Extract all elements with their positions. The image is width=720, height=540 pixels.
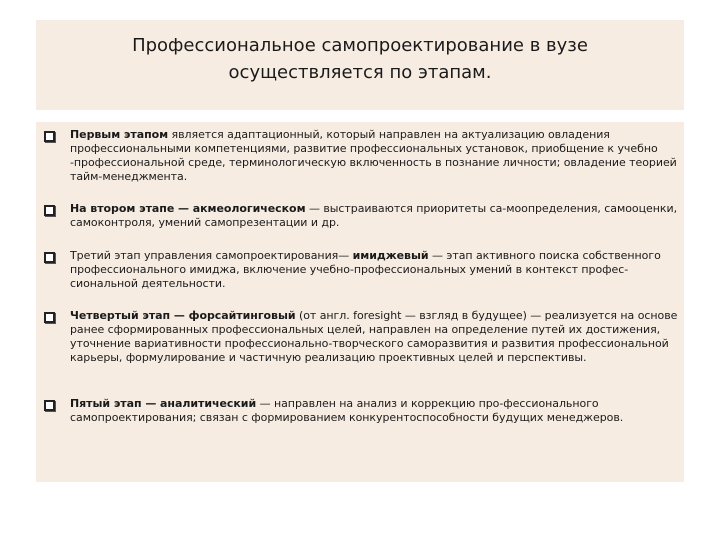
list-item-text bbox=[70, 309, 680, 365]
checkbox-bullet-icon bbox=[44, 400, 55, 411]
item-text: является адаптационный, который направлен на актуализацию овладения профессиональными компетенциями, развитие профессиональных установок, приобщение к учебно -профессиональной среде, терминологическую включенность в познание личности; овладение теорией тайм-менеджмента. bbox=[70, 128, 677, 183]
checkbox-bullet-icon bbox=[44, 312, 55, 323]
item-text: — выстраиваются приоритеты са-моопределения, самооценки, самоконтроля, умений самопрезентации и др. bbox=[70, 202, 678, 229]
item-text: — направлен на анализ и коррекцию про-фессионального самопроектирования; связан с формированием конкурентоспособности будущих менеджеров. bbox=[70, 397, 624, 424]
checkbox-bullet-icon bbox=[44, 205, 55, 216]
item-text: (от англ. foresight — взгляд в будущее) — реализуется на основе ранее сформированных профессиональных целей, направлен на определение путей их достижения, уточнение вариативности профессионально-творческого саморазвития и развития профессиональной карьеры, формулирование и частичную реализацию проективных целей и перспективы. bbox=[70, 309, 678, 364]
checkbox-bullet-icon bbox=[44, 131, 55, 142]
item-bold-text: На втором этапе — акмеологическом bbox=[70, 202, 306, 215]
list-item-text bbox=[70, 249, 680, 291]
list-item-text bbox=[70, 397, 680, 425]
slide-title-box bbox=[36, 20, 684, 110]
item-bold-text: Четвертый этап — форсайтинговый bbox=[70, 309, 296, 322]
item-bold-text: имиджевый bbox=[352, 249, 429, 262]
item-bold-text: Пятый этап — аналитический bbox=[70, 397, 257, 410]
list-item-text bbox=[70, 128, 680, 184]
item-bold-text: Первым этапом bbox=[70, 128, 169, 141]
item-text: Третий этап управления самопроектирования— bbox=[70, 249, 353, 262]
slide-title: Профессиональное самопроектирование в вузе осуществляется по этапам. bbox=[132, 35, 588, 83]
list-item-text bbox=[70, 202, 680, 230]
item-text: — этап активного поиска собственного профессионального имиджа, включение учебно-профессиональных умений в контекст профес-сиональной деятельности. bbox=[70, 249, 661, 290]
checkbox-bullet-icon bbox=[44, 252, 55, 263]
